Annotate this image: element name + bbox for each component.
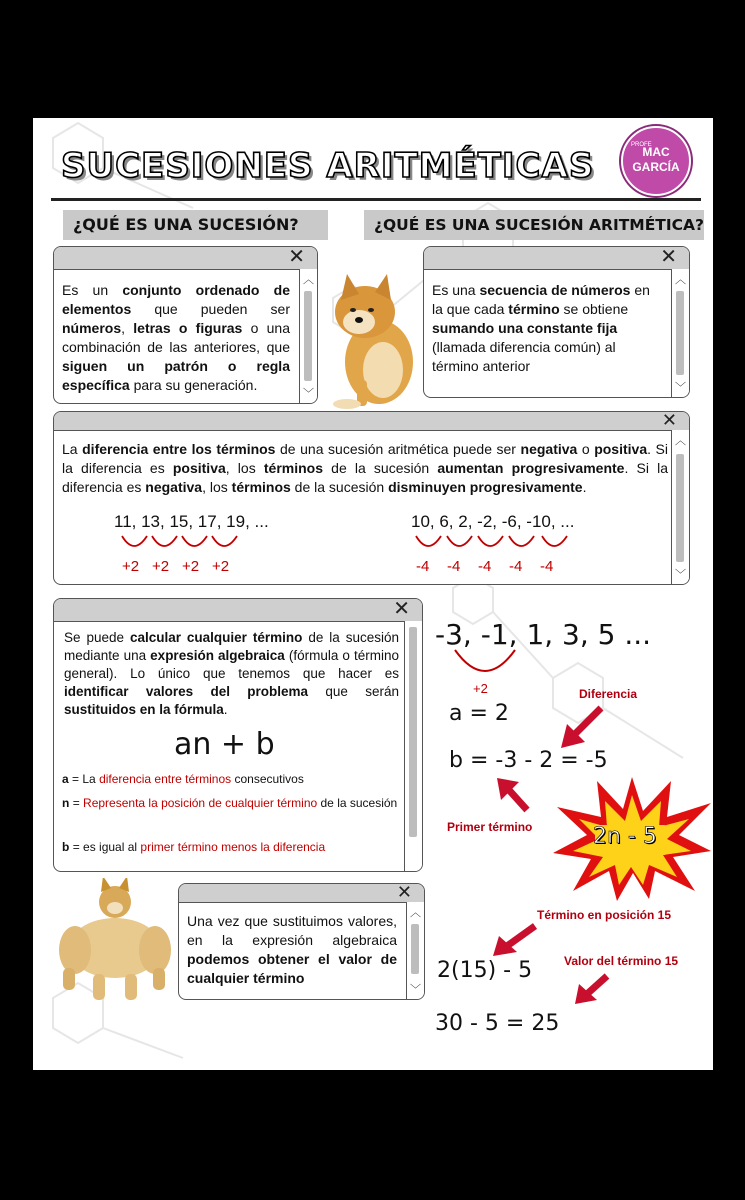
difference-label: +2 <box>212 558 230 575</box>
window-scrollbar[interactable] <box>406 902 424 999</box>
scroll-up-icon[interactable]: ︿ <box>410 907 421 919</box>
negative-difference-arcs <box>414 534 584 556</box>
close-icon[interactable]: ✕ <box>396 883 412 902</box>
window-body-text: Una vez que sustituimos valores, en la expresión algebraica podemos obtener el valor de cualquier término <box>187 913 397 986</box>
difference-label: -4 <box>447 558 461 575</box>
window-title-bar <box>54 599 422 622</box>
definition-highlight: primer término menos la diferencia <box>140 840 326 854</box>
difference-label: +2 <box>122 558 140 575</box>
variable-a: a <box>62 772 69 786</box>
close-icon[interactable]: ✕ <box>661 411 677 430</box>
window-body-text: Es una secuencia de números en la que cada término se obtiene sumando una constante fija (llamada diferencia común) al término anterior <box>432 282 650 374</box>
window-scrollbar[interactable] <box>671 269 689 397</box>
scroll-up-icon[interactable]: ︿ <box>675 274 686 286</box>
scroll-up-icon[interactable]: ︿ <box>303 274 314 286</box>
window-body-text: La diferencia entre los términos de una sucesión aritmética puede ser negativa o positiva. Si la diferencia es positiva, los términos de la sucesión aumentan progresivamente. Si la diferencia es negativa, los términos de la sucesión disminuyen progresivamente. <box>62 441 668 495</box>
window-title-bar <box>424 247 689 270</box>
scroll-down-icon[interactable]: ﹀ <box>303 388 314 400</box>
definition-highlight: Representa la posición de cualquier término <box>83 796 318 810</box>
infographic-sheet <box>33 118 713 1070</box>
definition-a <box>62 771 402 788</box>
window-title-bar <box>54 247 317 270</box>
label-primer-termino: Primer término <box>447 820 533 834</box>
variable-b: b <box>62 840 70 854</box>
arrow-primer-termino-icon <box>495 776 535 816</box>
difference-label: -4 <box>478 558 492 575</box>
window-scrollbar[interactable] <box>299 269 317 403</box>
positive-difference-labels <box>122 558 242 576</box>
window-title-bar <box>54 412 689 431</box>
substitution-expression: 2(15) - 5 <box>437 958 533 983</box>
scroll-down-icon[interactable]: ﹀ <box>410 984 421 996</box>
difference-label: -4 <box>416 558 430 575</box>
equation-b: b = -3 - 2 = -5 <box>449 748 608 773</box>
author-logo <box>621 126 691 196</box>
scroll-up-icon[interactable]: ︿ <box>675 435 686 447</box>
arrow-valor-15-icon <box>573 970 613 1010</box>
positive-difference-arcs <box>120 534 250 556</box>
final-result: 30 - 5 = 25 <box>435 1011 560 1036</box>
label-valor-termino-15: Valor del término 15 <box>564 954 679 968</box>
example-difference-arc <box>451 648 521 678</box>
window-scrollbar[interactable] <box>671 430 689 584</box>
definition-text: de la sucesión <box>317 796 398 810</box>
scroll-down-icon[interactable]: ﹀ <box>675 382 686 394</box>
sitting-dog-image <box>317 270 427 410</box>
definition-text: consecutivos <box>231 772 304 786</box>
window-title-bar <box>179 884 424 903</box>
example-sequence: -3, -1, 1, 3, 5 ... <box>435 618 652 651</box>
scroll-thumb[interactable] <box>411 924 419 974</box>
logo-line-2: GARCÍA <box>632 160 680 174</box>
definition-b <box>62 839 412 856</box>
scroll-thumb[interactable] <box>676 454 684 562</box>
definition-window-sucesion-aritmetica <box>423 246 690 398</box>
close-icon[interactable]: ✕ <box>660 246 677 268</box>
result-formula: 2n - 5 <box>593 824 657 849</box>
close-icon[interactable]: ✕ <box>288 246 305 268</box>
positive-sequence: 11, 13, 15, 17, 19, ... <box>114 512 269 531</box>
page-title: SUCESIONES ARITMÉTICAS <box>61 146 595 186</box>
definition-highlight: diferencia entre términos <box>99 772 232 786</box>
window-body-text: Se puede calcular cualquier término de la sucesión mediante una expresión algebraica (fórmula o término general). Lo único que tenemos que hacer es identificar valores del problema que serán sustituidos en la fórmula. <box>64 630 399 717</box>
logo-line-1: MAC <box>642 145 670 159</box>
definition-n <box>62 795 402 812</box>
substitution-window <box>178 883 425 1000</box>
scroll-down-icon[interactable]: ﹀ <box>675 569 686 581</box>
muscular-dog-image <box>53 878 173 1003</box>
difference-explanation-window <box>53 411 690 585</box>
difference-label: -4 <box>540 558 554 575</box>
logo-vertical-text: PROFE <box>631 142 652 148</box>
arrow-posicion-15-icon <box>491 920 541 960</box>
definition-text: = La <box>72 772 100 786</box>
variable-n: n <box>62 796 70 810</box>
scroll-thumb[interactable] <box>409 627 417 837</box>
equation-a: a = 2 <box>449 701 509 726</box>
general-term-window <box>53 598 423 872</box>
difference-label: +2 <box>182 558 200 575</box>
arrow-diferencia-icon <box>559 704 609 750</box>
difference-label: -4 <box>509 558 523 575</box>
question-header-sucesion: ¿QUÉ ES UNA SUCESIÓN? <box>63 210 328 240</box>
label-diferencia: Diferencia <box>579 687 638 701</box>
window-body-text: Es un conjunto ordenado de elementos que pueden ser números, letras o figuras o una combinación de las anteriores, que siguen un patrón o regla específica para su generación. <box>62 282 290 393</box>
difference-label: +2 <box>152 558 170 575</box>
general-term-formula: an + b <box>174 727 275 762</box>
negative-difference-labels <box>416 558 571 576</box>
close-icon[interactable]: ✕ <box>393 598 410 620</box>
question-header-sucesion-aritmetica: ¿QUÉ ES UNA SUCESIÓN ARITMÉTICA? <box>364 210 704 240</box>
example-difference-label: +2 <box>473 681 488 696</box>
scroll-thumb[interactable] <box>676 291 684 375</box>
title-divider <box>51 198 701 201</box>
negative-sequence: 10, 6, 2, -2, -6, -10, ... <box>411 512 575 531</box>
definition-text: = <box>72 796 84 810</box>
window-scrollbar[interactable] <box>404 621 422 871</box>
label-termino-posicion-15: Término en posición 15 <box>537 908 672 922</box>
definition-window-sucesion <box>53 246 318 404</box>
definition-text: = es igual al <box>72 840 141 854</box>
scroll-thumb[interactable] <box>304 291 312 381</box>
